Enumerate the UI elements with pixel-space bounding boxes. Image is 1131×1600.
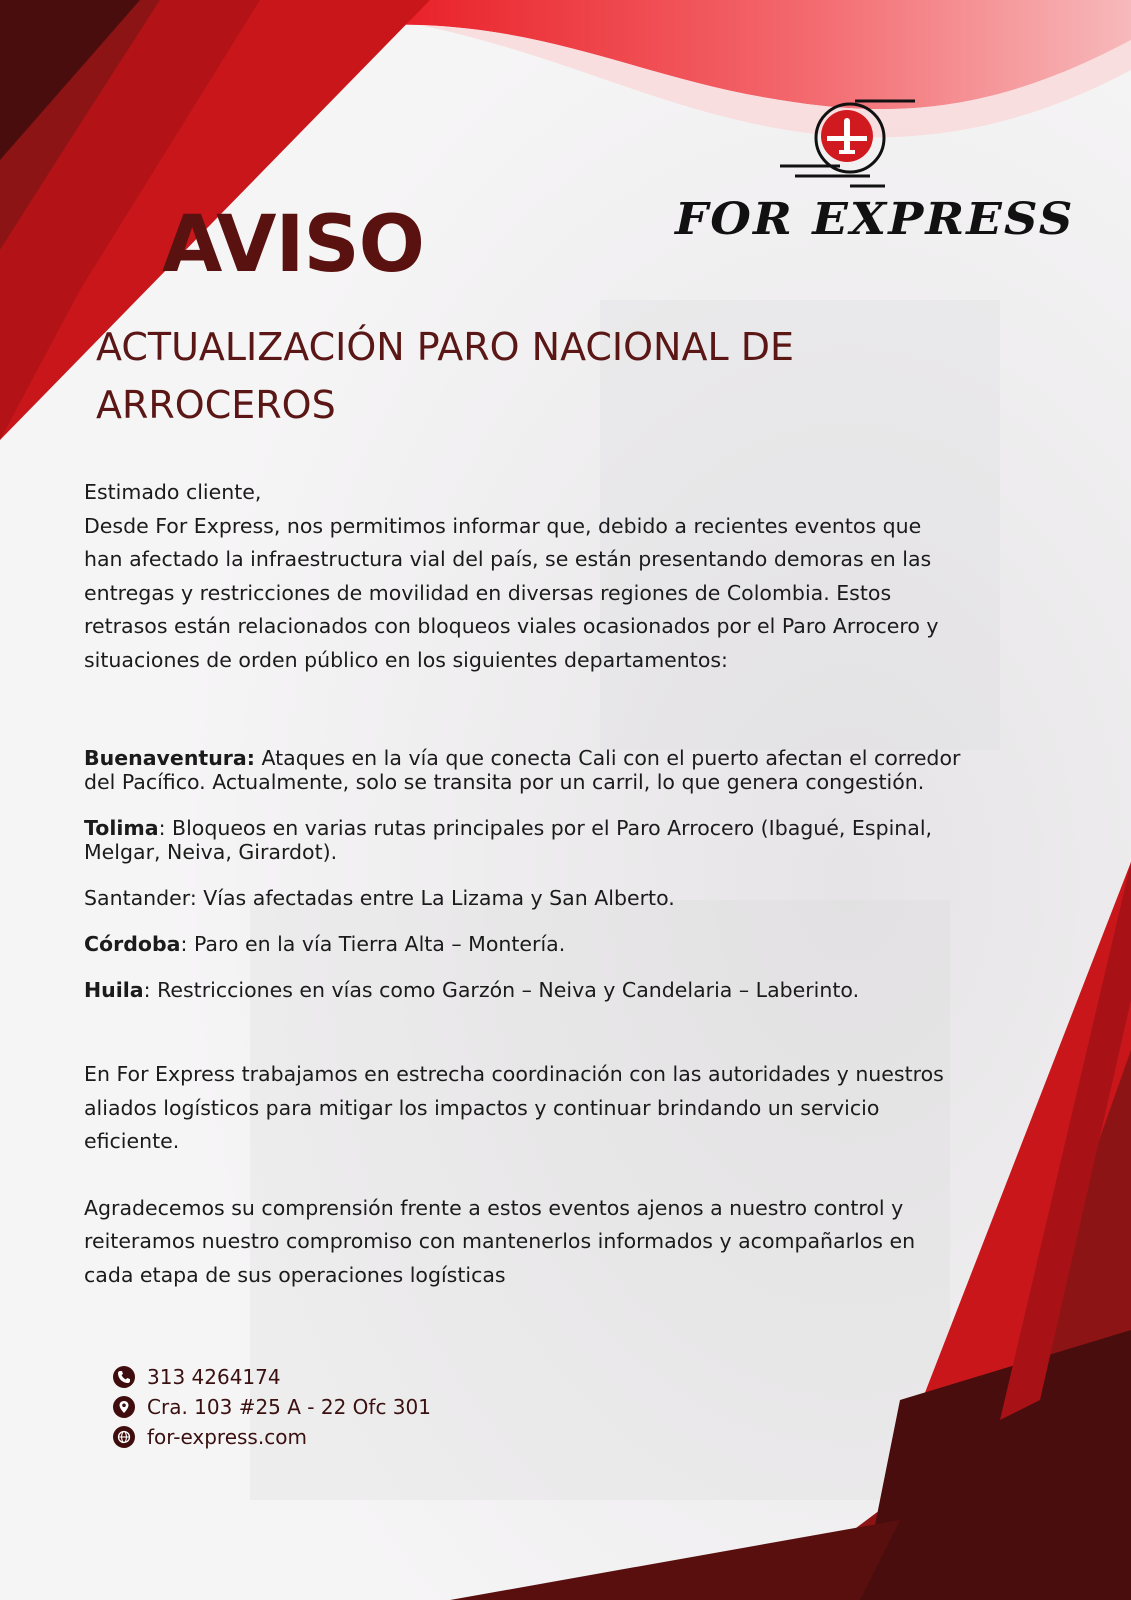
regions-list (84, 746, 964, 1024)
closing-paragraph-1: En For Express trabajamos en estrecha coordinación con las autoridades y nuestros aliados logísticos para mitigar los impactos y continuar brindando un servicio eficiente. (84, 1062, 944, 1153)
list-item (84, 978, 964, 1002)
region-text: Santander: Vías afectadas entre La Lizama y San Alberto. (84, 886, 675, 910)
closing-paragraph-2: Agradecemos su comprensión frente a estos eventos ajenos a nuestro control y reiteramos nuestro compromiso con mantenerlos informados y acompañarlos en cada etapa de sus operaciones logísticas (84, 1195, 916, 1287)
intro-section (84, 476, 964, 677)
list-item (84, 746, 964, 794)
list-item (84, 816, 964, 864)
brand-logo (675, 96, 1075, 256)
location-pin-icon (113, 1396, 135, 1418)
region-text: Ataques en la vía que conecta Cali con el puerto afectan el corredor del Pacífico. Actualmente, solo se transita por un carril, lo que genera congestión. (84, 746, 961, 794)
region-text: : Paro en la vía Tierra Alta – Montería. (180, 932, 566, 956)
contact-address (113, 1392, 431, 1422)
list-item (84, 886, 964, 910)
website-link[interactable]: for-express.com (147, 1425, 307, 1449)
address-text: Cra. 103 #25 A - 22 Ofc 301 (147, 1395, 431, 1419)
region-name: Tolima (84, 816, 159, 840)
phone-number: 313 4264174 (147, 1365, 281, 1389)
region-text: : Bloqueos en varias rutas principales por el Paro Arrocero (Ibagué, Espinal, Melgar, Neiva, Girardot). (84, 816, 933, 864)
contact-info (113, 1362, 431, 1452)
intro-paragraph: Desde For Express, nos permitimos informar que, debido a recientes eventos que han afectado la infraestructura vial del país, se están presentando demoras en las entregas y restricciones de movilidad en diversas regiones de Colombia. Estos retrasos están relacionados con bloqueos viales ocasionados por el Paro Arrocero y situaciones de orden público en los siguientes departamentos: (84, 513, 939, 672)
phone-icon (113, 1366, 135, 1388)
contact-phone (113, 1362, 431, 1392)
globe-icon (113, 1426, 135, 1448)
region-text: : Restricciones en vías como Garzón – Neiva y Candelaria – Laberinto. (143, 978, 860, 1002)
subtitle (96, 318, 936, 434)
region-name: Huila (84, 978, 144, 1002)
contact-website[interactable] (113, 1422, 431, 1452)
greeting: Estimado cliente, (84, 480, 262, 504)
subtitle-line-2: ARROCEROS (96, 383, 336, 427)
page-title: AVISO (162, 200, 424, 290)
closing-section (84, 1058, 964, 1325)
brand-name: FOR EXPRESS (675, 194, 1075, 245)
list-item (84, 932, 964, 956)
region-name: Buenaventura: (84, 746, 255, 770)
subtitle-line-1: ACTUALIZACIÓN PARO NACIONAL DE (96, 325, 794, 369)
region-name: Córdoba (84, 932, 181, 956)
